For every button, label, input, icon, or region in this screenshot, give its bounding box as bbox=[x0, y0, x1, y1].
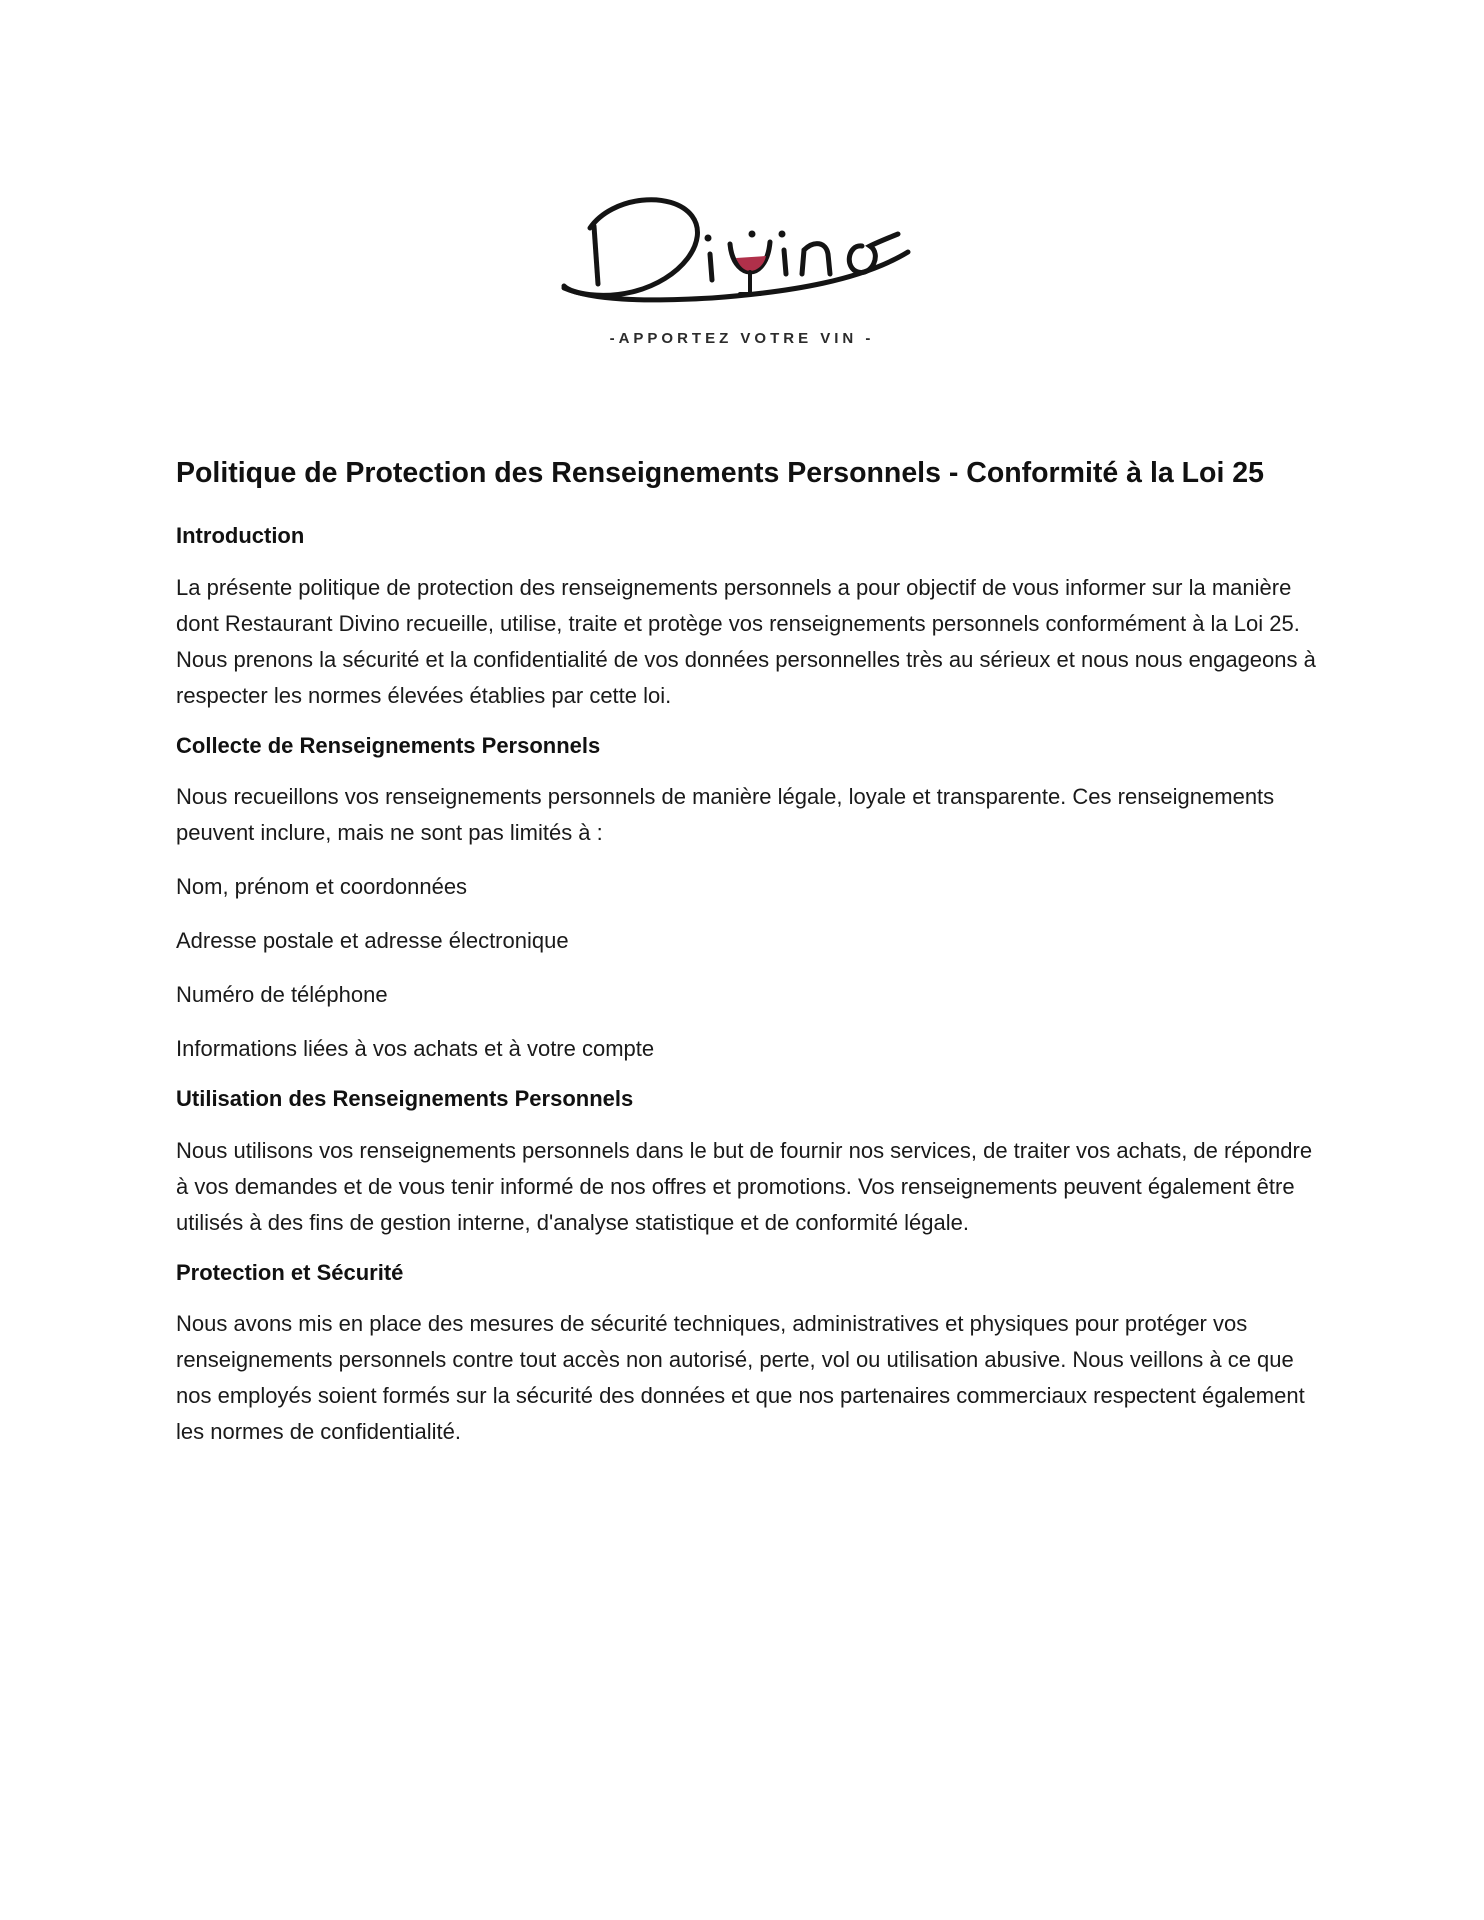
brand-logo bbox=[552, 188, 932, 368]
section-heading-utilisation: Utilisation des Renseignements Personnels bbox=[176, 1086, 634, 1112]
collected-data-item: Adresse postale et adresse électronique bbox=[176, 928, 569, 954]
collected-data-item: Nom, prénom et coordonnées bbox=[176, 874, 468, 900]
collecte-paragraph: Nous recueillons vos renseignements personnels de manière légale, loyale et transparente. Ces renseignements peuvent inclure, mais ne sont pas limités à : bbox=[176, 784, 1275, 846]
collected-data-item: Numéro de téléphone bbox=[176, 982, 388, 1008]
introduction-paragraph: La présente politique de protection des renseignements personnels a pour objectif de vous informer sur la manière dont Restaurant Divino recueille, utilise, traite et protège vos renseignements personnels conformément à la Loi 25. Nous prenons la sécurité et la confidentialité de vos données personnelles très au sérieux et nous nous engageons à respecter les normes élevées établies par cette loi. bbox=[176, 574, 1316, 708]
collected-data-item: Informations liées à vos achats et à votre compte bbox=[176, 1036, 655, 1062]
divino-script-logo bbox=[552, 188, 932, 318]
policy-document bbox=[176, 456, 1326, 1468]
section-heading-collecte: Collecte de Renseignements Personnels bbox=[176, 732, 601, 758]
utilisation-paragraph: Nous utilisons vos renseignements personnels dans le but de fournir nos services, de traiter vos achats, de répondre à vos demandes et de vous tenir informé de nos offres et promotions. Vos renseignements peuvent également être utilisés à des fins de gestion interne, d'analyse statistique et de conformité légale. bbox=[176, 1137, 1313, 1235]
section-heading-introduction: Introduction bbox=[176, 523, 305, 549]
document-title: Politique de Protection des Renseignements Personnels - Conformité à la Loi 25 bbox=[176, 457, 1264, 489]
section-heading-protection: Protection et Sécurité bbox=[176, 1259, 404, 1285]
brand-tagline: -APPORTEZ VOTRE VIN - bbox=[609, 330, 875, 347]
protection-paragraph: Nous avons mis en place des mesures de sécurité techniques, administratives et physiques pour protéger vos renseignements personnels contre tout accès non autorisé, perte, vol ou utilisation abusive. Nous veillons à ce que nos employés soient formés sur la sécurité des données et que nos partenaires commerciaux respectent également les normes de confidentialité. bbox=[176, 1311, 1305, 1445]
